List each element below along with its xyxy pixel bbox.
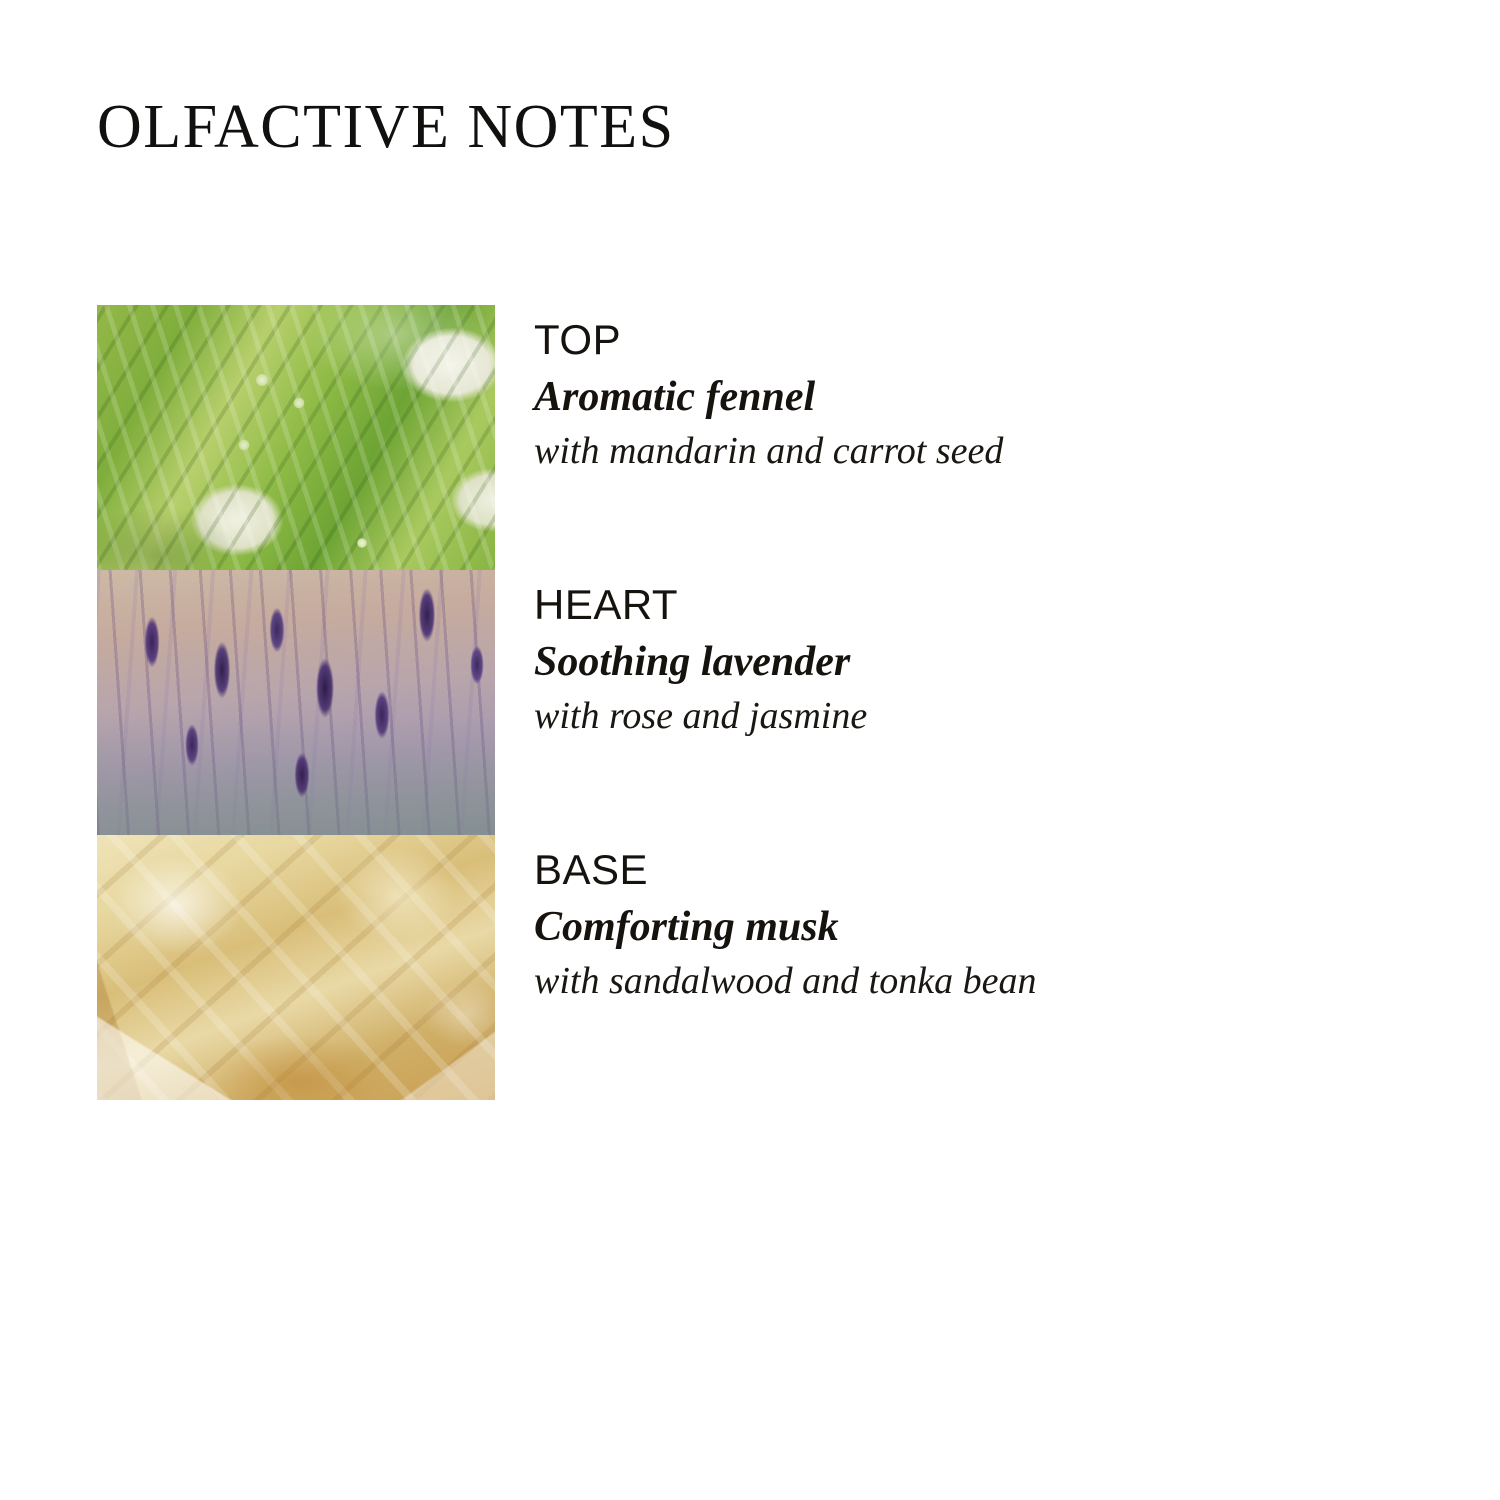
note-entry-top [534,318,1294,474]
note-image-base [97,835,495,1100]
note-stage-label: TOP [534,316,622,363]
note-image-stack [97,305,495,1100]
note-entry-base [534,848,1294,1004]
note-subtext: with sandalwood and tonka bean [534,960,1037,1003]
lavender-photo [97,570,495,835]
note-subtext: with rose and jasmine [534,695,868,738]
note-headline: Aromatic fennel [534,374,816,421]
olfactive-notes-section [97,305,1297,1100]
page-title: OLFACTIVE NOTES [97,93,675,161]
note-subtext: with mandarin and carrot seed [534,430,1004,473]
note-headline: Soothing lavender [534,639,851,686]
note-image-top [97,305,495,570]
note-image-heart [97,570,495,835]
note-entry-heart [534,583,1294,739]
note-headline: Comforting musk [534,904,839,951]
note-stage-label: BASE [534,846,649,893]
resin-crystals-photo [97,835,495,1100]
note-stage-label: HEART [534,581,679,628]
fennel-photo [97,305,495,570]
